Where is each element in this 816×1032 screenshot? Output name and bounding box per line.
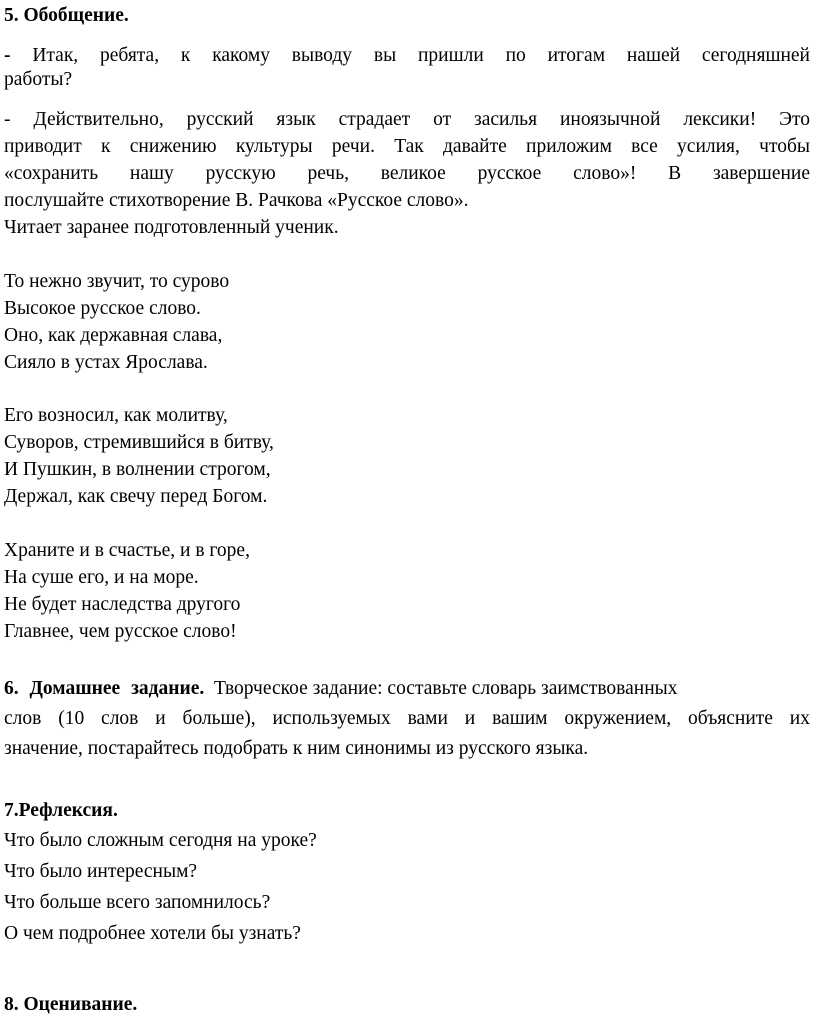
section-6-line-2: слов (10 слов и больше), используемых вами и вашим окружением, объясните их: [4, 708, 810, 729]
question-line-2: работы?: [4, 69, 73, 90]
section-8-heading: 8. Оценивание.: [4, 994, 138, 1015]
poem-line: Не будет наследства другого: [4, 594, 241, 615]
poem-line: На суше его, и на море.: [4, 567, 199, 588]
poem-line: И Пушкин, в волнении строгом,: [4, 459, 271, 480]
reflection-question: Что больше всего запомнилось?: [4, 892, 271, 913]
poem-line: То нежно звучит, то сурово: [4, 271, 230, 292]
question-dash: -: [4, 45, 11, 66]
reader-note: Читает заранее подготовленный ученик.: [4, 217, 339, 238]
section-6-line-1: [4, 677, 678, 701]
question-text-1: Итак, ребята, к какому выводу вы пришли по итогам нашей сегодняшней: [32, 45, 810, 66]
poem-line: Главнее, чем русское слово!: [4, 621, 237, 642]
poem-line: Высокое русское слово.: [4, 298, 201, 319]
section-6-heading: 6. Домашнее задание.: [4, 678, 205, 699]
paragraph-line-4: послушайте стихотворение В. Рачкова «Русское слово».: [4, 190, 469, 211]
question-line-1: [4, 44, 810, 68]
poem-line: Храните и в счастье, и в горе,: [4, 540, 250, 561]
reflection-question: Что было сложным сегодня на уроке?: [4, 830, 317, 851]
poem-line: Суворов, стремившийся в битву,: [4, 432, 274, 453]
section-7-heading: 7.Рефлексия.: [4, 800, 118, 821]
poem-line: Его возносил, как молитву,: [4, 405, 228, 426]
paragraph-line-1: - Действительно, русский язык страдает от засилья иноязычной лексики! Это: [4, 109, 810, 130]
reflection-question: Что было интересным?: [4, 861, 198, 882]
paragraph-line-3: «сохранить нашу русскую речь, великое русское слово»! В завершение: [4, 163, 810, 184]
section-6-text-1: Творческое задание: составьте словарь заимствованных: [214, 678, 678, 699]
reflection-question: О чем подробнее хотели бы узнать?: [4, 923, 301, 944]
poem-line: Оно, как державная слава,: [4, 325, 223, 346]
section-5-heading: 5. Обобщение.: [4, 5, 129, 26]
poem-line: Держал, как свечу перед Богом.: [4, 486, 268, 507]
poem-line: Сияло в устах Ярослава.: [4, 352, 208, 373]
section-6-line-3: значение, постарайтесь подобрать к ним синонимы из русского языка.: [4, 738, 589, 759]
paragraph-line-2: приводит к снижению культуры речи. Так давайте приложим все усилия, чтобы: [4, 136, 810, 157]
